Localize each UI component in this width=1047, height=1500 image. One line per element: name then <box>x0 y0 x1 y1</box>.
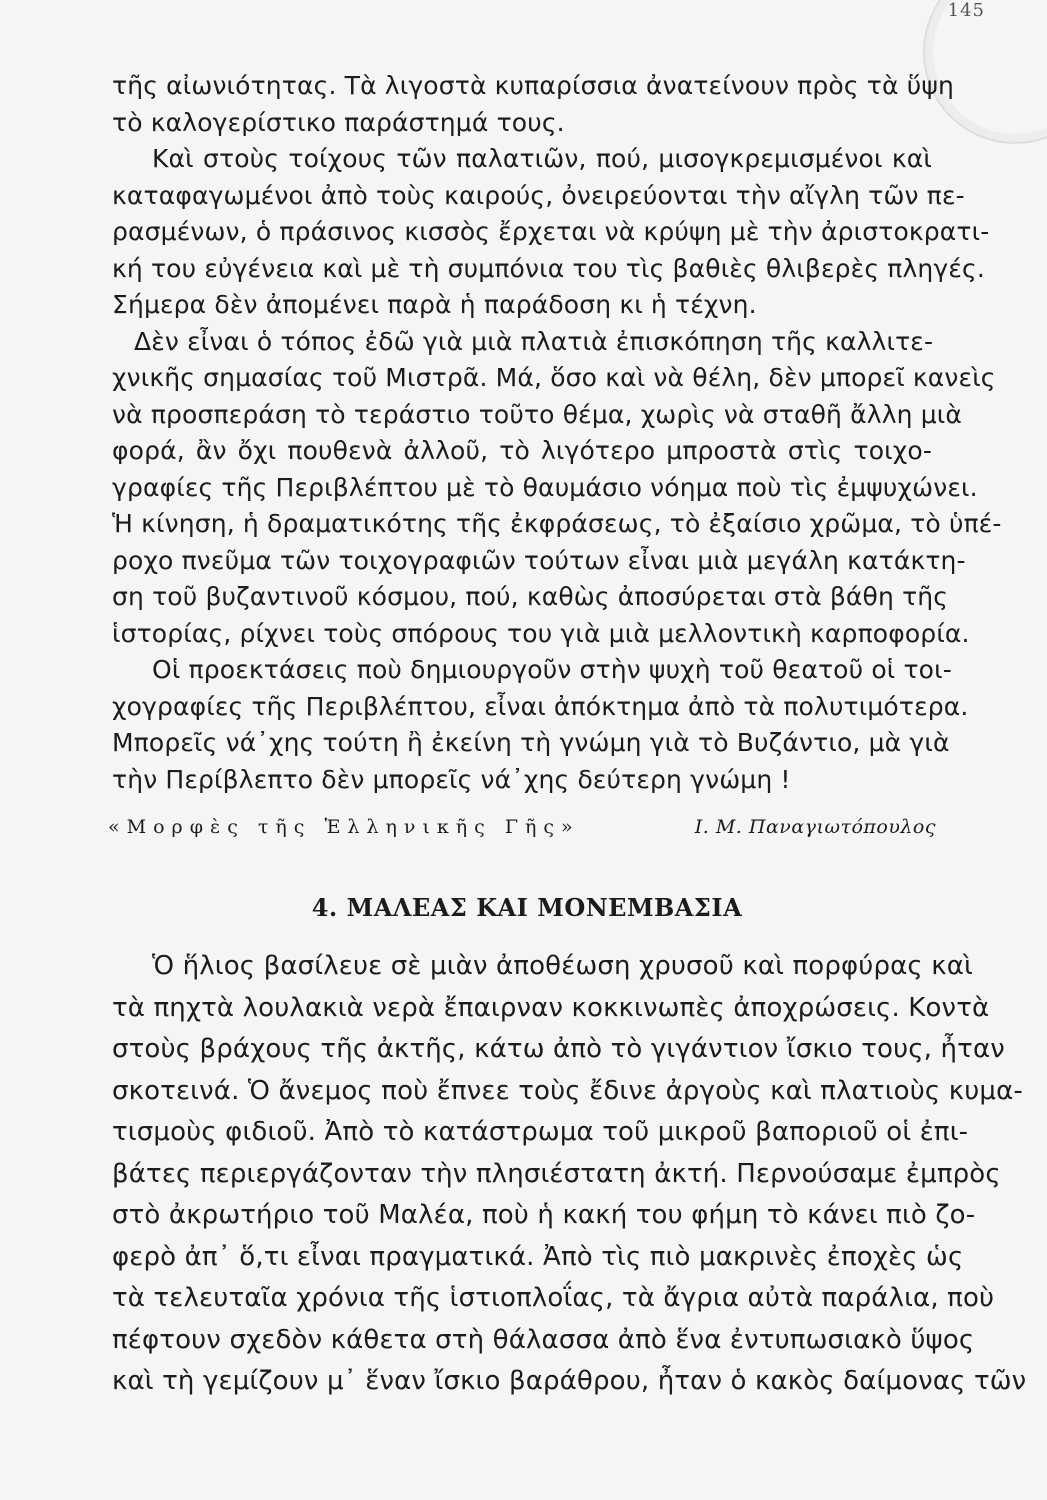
section-heading: 4. ΜΑΛΕΑΣ ΚΑΙ ΜΟΝΕΜΒΑΣΙΑ <box>311 893 743 922</box>
text-line: Ὁ ἥλιος βασίλευε σὲ μιὰν ἀποθέωση χρυσοῦ καὶ πορφύρας καὶ <box>152 951 973 981</box>
text-line: βάτες περιεργάζονταν τὴν πλησιέστατη ἀκτή. Περνούσαμε ἐμπρὸς <box>112 1158 1001 1189</box>
text-line: σκοτεινά. Ὁ ἄνεμος ποὺ ἔπνεε τοὺς ἔδινε ἀργοὺς καὶ πλατιοὺς κυμα- <box>112 1075 1023 1106</box>
text-line: Καὶ στοὺς τοίχους τῶν παλατιῶν, πού, μισογκρεμισμένοι καὶ <box>152 144 932 173</box>
text-line: τὴν Περίβλεπτο δὲν μπορεῖς νά᾽χης δεύτερη γνώμη ! <box>112 764 791 794</box>
text-line: στοὺς βράχους τῆς ἀκτῆς, κάτω ἀπὸ τὸ γιγάντιον ἴσκιο τους, ἦταν <box>112 1034 1005 1064</box>
text-line: Οἱ προεκτάσεις ποὺ δημιουργοῦν στὴν ψυχὴ τοῦ θεατοῦ οἱ τοι- <box>152 655 952 684</box>
author-name: Ι. Μ. Παναγιωτόπουλος <box>694 816 936 838</box>
text-line: καταφαγωμένοι ἀπὸ τοὺς καιρούς, ὀνειρεύονται τὴν αἴγλη τῶν πε- <box>112 180 965 210</box>
page-number: 145 <box>947 0 985 21</box>
source-citation: «Μορφὲς τῆς Ἑλληνικῆς Γῆς» <box>108 816 580 838</box>
text-line: νὰ προσπεράση τὸ τεράστιο τοῦτο θέμα, χωρὶς νὰ σταθῆ ἄλλη μιὰ <box>112 399 963 429</box>
text-line: ροχο πνεῦμα τῶν τοιχογραφιῶν τούτων εἶναι μιὰ μεγάλη κατάκτη- <box>112 545 966 575</box>
text-line: τὰ πηχτὰ λουλακιὰ νερὰ ἔπαιρναν κοκκινωπὲς ἀποχρώσεις. Κοντὰ <box>112 992 990 1023</box>
text-line: χογραφίες τῆς Περιβλέπτου, εἶναι ἀπόκτημα ἀπὸ τὰ πολυτιμότερα. <box>112 691 969 721</box>
text-line: Σήμερα δὲν ἀπομένει παρὰ ἡ παράδοση κι ἡ τέχνη. <box>112 290 757 319</box>
text-line: καὶ τὴ γεμίζουν μ᾽ ἕναν ἴσκιο βαράθρου, ἦταν ὁ κακὸς δαίμονας τῶν <box>112 1366 1027 1396</box>
page-content <box>108 68 1027 1403</box>
text-line: χνικῆς σημασίας τοῦ Μιστρᾶ. Μά, ὅσο καὶ νὰ θέλη, δὲν μπορεῖ κανεὶς <box>112 363 996 392</box>
text-line: τὰ τελευταῖα χρόνια τῆς ἱστιοπλοΐας, τὰ ἄγρια αὐτὰ παράλια, ποὺ <box>112 1283 995 1313</box>
text-line: τισμοὺς φιδιοῦ. Ἀπὸ τὸ κατάστρωμα τοῦ μικροῦ βαποριοῦ οἱ ἐπι- <box>112 1117 969 1147</box>
text-line: ρασμένων, ὁ πράσινος κισσὸς ἔρχεται νὰ κρύψη μὲ τὴν ἀριστοκρατι- <box>112 217 990 246</box>
text-line: κή του εὐγένεια καὶ μὲ τὴ συμπόνια του τὶς βαθιὲς θλιβερὲς πληγές. <box>112 253 985 283</box>
attribution <box>108 812 936 852</box>
text-line: Δὲν εἶναι ὁ τόπος ἐδῶ γιὰ μιὰ πλατιὰ ἐπισκόπηση τῆς καλλιτε- <box>134 326 934 356</box>
text-line: τὸ καλογερίστικο παράστημά τους. <box>112 107 565 137</box>
text-line: γραφίες τῆς Περιβλέπτου μὲ τὸ θαυμάσιο νόημα ποὺ τὶς ἐμψυχώνει. <box>112 472 978 502</box>
text-line: στὸ ἀκρωτήριο τοῦ Μαλέα, ποὺ ἡ κακή του φήμη τὸ κάνει πιὸ ζο- <box>112 1200 976 1230</box>
text-line: τῆς αἰωνιότητας. Τὰ λιγοστὰ κυπαρίσσια ἀνατείνουν πρὸς τὰ ὕψη <box>112 71 954 100</box>
text-line: φερὸ ἀπ᾽ ὅ,τι εἶναι πραγματικά. Ἀπὸ τὶς πιὸ μακρινὲς ἐποχὲς ὡς <box>112 1241 964 1272</box>
text-line: Μπορεῖς νά᾽χης τούτη ἢ ἐκείνη τὴ γνώμη γιὰ τὸ Βυζάντιο, μὰ γιὰ <box>112 728 950 757</box>
section-maleas-text <box>112 946 1027 1403</box>
section-mistras-text <box>108 68 1002 852</box>
text-line: Ἡ κίνηση, ἡ δραματικότης τῆς ἐκφράσεως, τὸ ἐξαίσιο χρῶμα, τὸ ὑπέ- <box>112 509 1002 538</box>
text-line: ἱστορίας, ρίχνει τοὺς σπόρους του γιὰ μιὰ μελλοντικὴ καρποφορία. <box>112 618 970 648</box>
text-line: ση τοῦ βυζαντινοῦ κόσμου, πού, καθὼς ἀποσύρεται στὰ βάθη τῆς <box>112 582 949 611</box>
text-line: πέφτουν σχεδὸν κάθετα στὴ θάλασσα ἀπὸ ἕνα ἐντυπωσιακὸ ὕψος <box>112 1324 975 1355</box>
text-line: φορά, ἂν ὄχι πουθενὰ ἀλλοῦ, τὸ λιγότερο μπροστὰ στὶς τοιχο- <box>112 436 932 465</box>
